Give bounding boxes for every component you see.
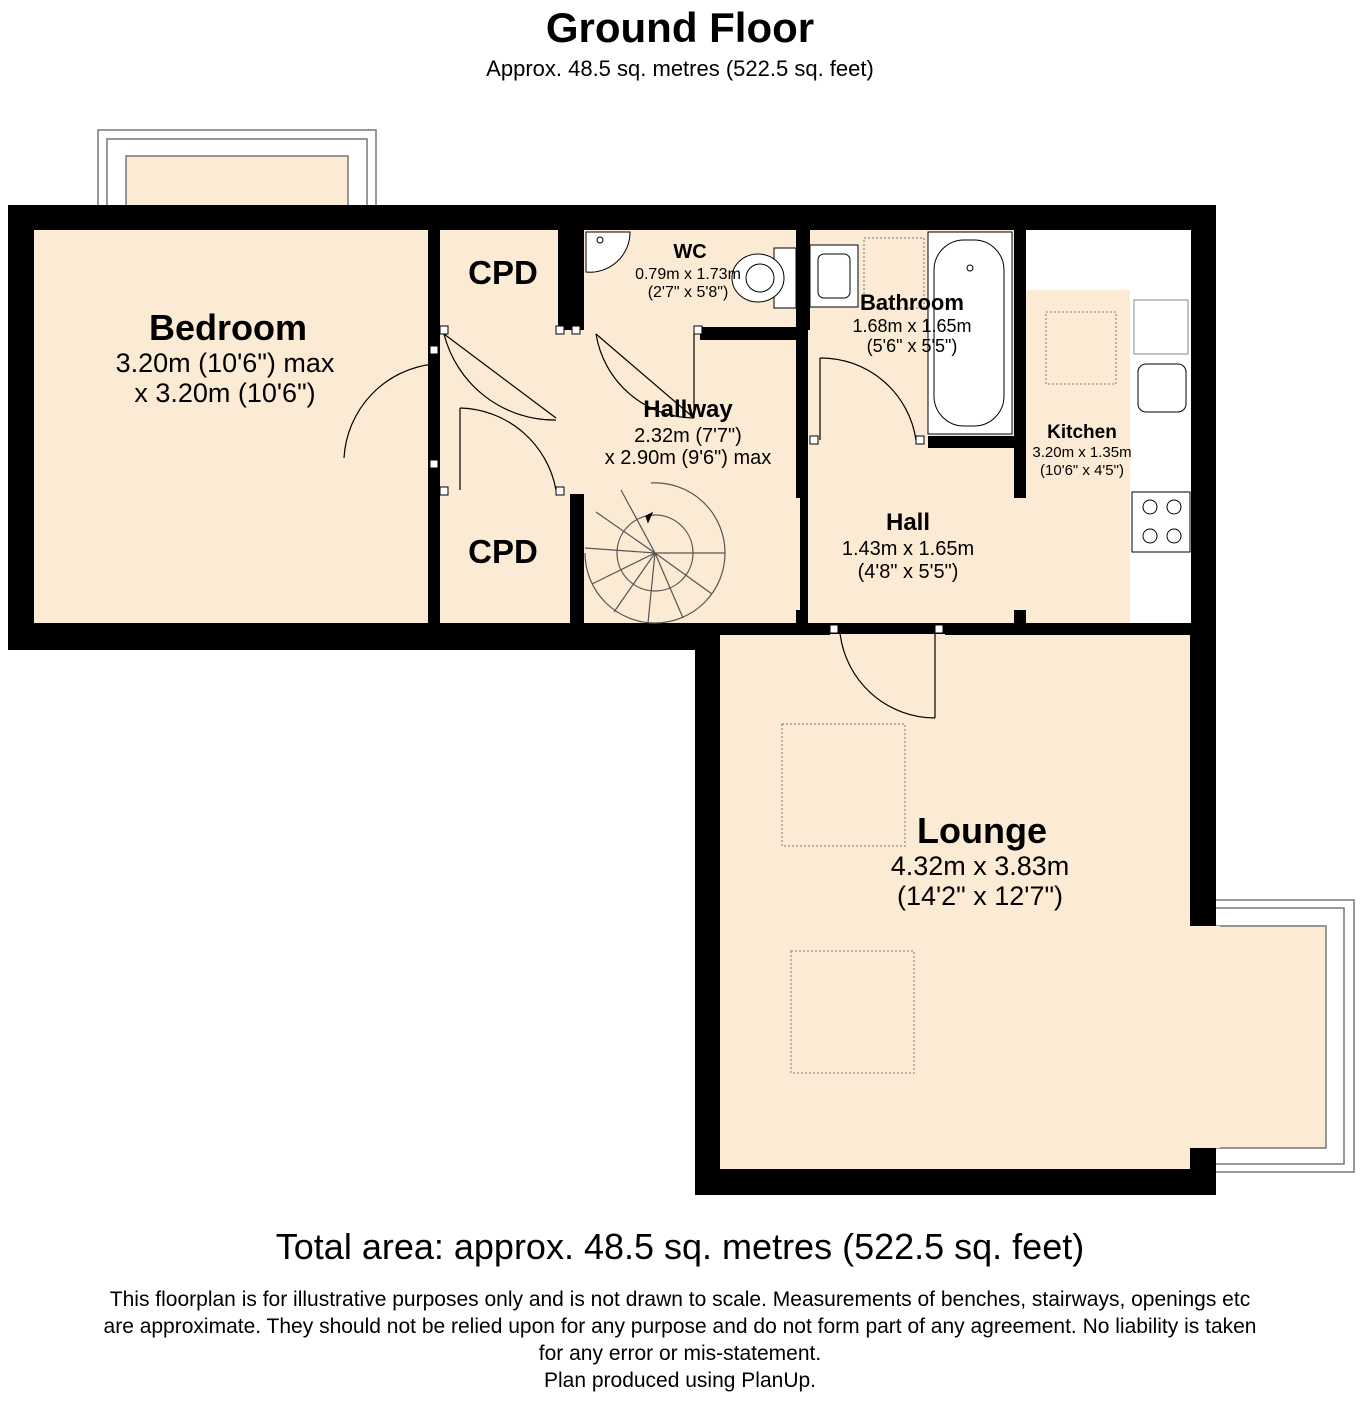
bathroom-dim1: 1.68m x 1.65m <box>852 316 972 336</box>
disclaimer-line-1: This floorplan is for illustrative purposes only and is not drawn to scale. Measurements of benches, stairways, openings etc <box>109 1288 1251 1311</box>
bedroom-dim1: 3.20m (10'6") max <box>115 348 335 378</box>
hallway-dim1: 2.32m (7'7") <box>634 425 742 447</box>
credit-line: Plan produced using PlanUp. <box>543 1369 816 1392</box>
lounge-bay-floor <box>1190 926 1220 1148</box>
hallway-label: Hallway <box>643 396 733 423</box>
disclaimer-line-2: are approximate. They should not be relied upon for any purpose and do not form part of any agreement. No liability is taken <box>103 1315 1257 1338</box>
wc-dim2: (2'7" x 5'8") <box>647 284 729 301</box>
lounge-dim1: 4.32m x 3.83m <box>890 851 1070 881</box>
hall-dim1: 1.43m x 1.65m <box>841 538 975 560</box>
bathroom-dim2: (5'6" x 5'5") <box>866 336 958 356</box>
plan-title: Ground Floor <box>545 4 815 51</box>
lounge-dim2: (14'2" x 12'7") <box>896 881 1064 911</box>
cpd-top-label: CPD <box>468 254 538 291</box>
bedroom-dim2: x 3.20m (10'6") <box>134 378 316 408</box>
kitchen-unit <box>1025 230 1191 290</box>
kitchen-dim1: 3.20m x 1.35m <box>1032 444 1132 461</box>
kitchen-dim2: (10'6" x 4'5") <box>1040 462 1124 479</box>
kitchen-worktop <box>1130 290 1191 623</box>
hall-dim2: (4'8" x 5'5") <box>857 561 959 583</box>
hall-label: Hall <box>885 509 931 536</box>
lounge-balcony <box>1214 900 1354 1172</box>
disclaimer-line-3: for any error or mis-statement. <box>538 1342 822 1365</box>
wc-label: WC <box>673 241 707 263</box>
wc-dim1: 0.79m x 1.73m <box>635 266 741 283</box>
bathroom-label: Bathroom <box>860 290 964 315</box>
lounge-label: Lounge <box>917 810 1047 851</box>
bedroom-label: Bedroom <box>148 307 308 348</box>
total-area: Total area: approx. 48.5 sq. metres (522.5 sq. feet) <box>275 1226 1085 1267</box>
bedroom-floor <box>34 230 428 623</box>
bedroom-balcony <box>98 130 376 208</box>
kitchen-label: Kitchen <box>1047 422 1117 443</box>
disclaimer <box>20 1286 1340 1394</box>
cpd-bottom-label: CPD <box>468 533 538 570</box>
hallway-dim2: x 2.90m (9'6") max <box>604 447 772 469</box>
plan-subtitle: Approx. 48.5 sq. metres (522.5 sq. feet) <box>486 56 874 81</box>
